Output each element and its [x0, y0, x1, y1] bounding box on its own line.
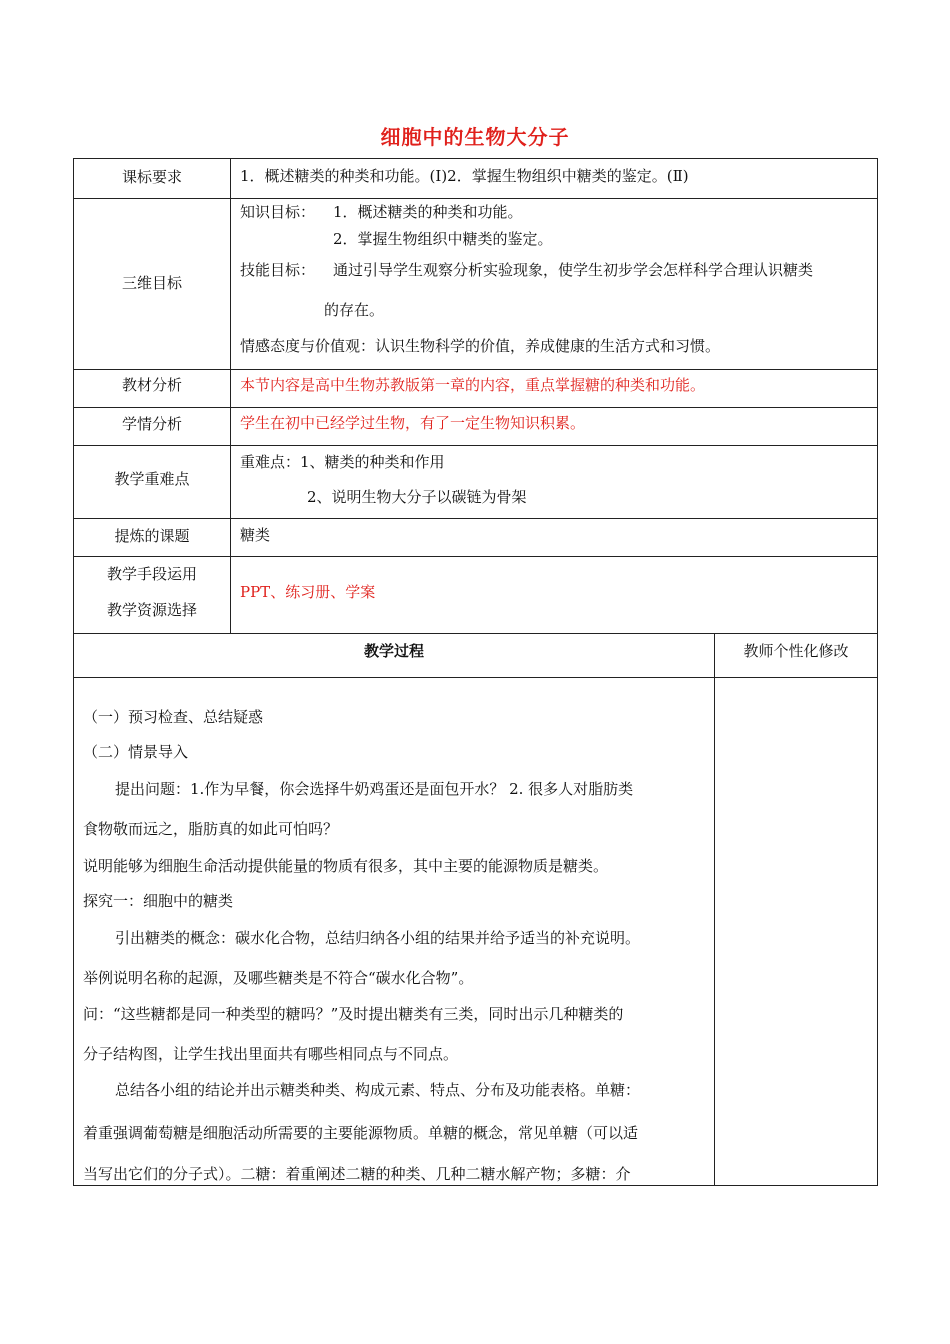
key-points-label: 教学重难点	[114, 470, 190, 488]
table-divider-label	[230, 158, 231, 634]
skill-line-2: 的存在。	[324, 301, 385, 319]
learners-text: 学生在初中已经学过生物，有了一定生物知识积累。	[240, 414, 586, 432]
row-divider	[73, 198, 878, 199]
means-text: PPT、练习册、学案	[240, 583, 376, 601]
process-side-header: 教师个性化修改	[743, 642, 849, 660]
standards-text: 1．概述糖类的种类和功能。(I)2．掌握生物组织中糖类的鉴定。(Ⅱ)	[240, 167, 689, 185]
row-divider	[73, 445, 878, 446]
key-points-line-2: 2、说明生物大分子以碳链为骨架	[307, 488, 527, 506]
table-border-left	[73, 158, 74, 1186]
skill-prefix: 技能目标：	[240, 261, 316, 279]
table-border-bottom	[73, 1185, 878, 1186]
objectives-label: 三维目标	[121, 274, 182, 292]
table-border-top	[73, 158, 878, 159]
topic-label: 提炼的课题	[114, 527, 190, 545]
means-label-2: 教学资源选择	[106, 601, 197, 619]
textbook-text: 本节内容是高中生物苏教版第一章的内容，重点掌握糖的种类和功能。	[240, 376, 706, 394]
knowledge-prefix: 知识目标：	[240, 203, 316, 221]
process-line: 举例说明名称的起源，及哪些糖类是不符合“碳水化合物”。	[83, 969, 474, 987]
process-line: 探究一：细胞中的糖类	[83, 892, 234, 910]
process-line: 提出问题：1.作为早餐，你会选择牛奶鸡蛋还是面包开水？ 2. 很多人对脂肪类	[115, 780, 634, 798]
means-label-1: 教学手段运用	[106, 565, 197, 583]
row-divider	[73, 407, 878, 408]
process-line: （一）预习检查、总结疑惑	[83, 708, 264, 726]
row-divider	[73, 518, 878, 519]
process-line: 分子结构图，让学生找出里面共有哪些相同点与不同点。	[83, 1045, 459, 1063]
process-line: （二）情景导入	[83, 743, 189, 761]
textbook-label: 教材分析	[121, 376, 182, 394]
standards-label: 课标要求	[121, 168, 182, 186]
process-header: 教学过程	[363, 642, 424, 660]
table-border-right	[877, 158, 878, 1186]
process-line: 总结各小组的结论并出示糖类种类、构成元素、特点、分布及功能表格。单糖：	[115, 1081, 641, 1099]
emotion-goal: 情感态度与价值观：认识生物科学的价值，养成健康的生活方式和习惯。	[240, 337, 721, 355]
row-divider	[73, 369, 878, 370]
process-line: 问：“这些糖都是同一种类型的糖吗？”及时提出糖类有三类，同时出示几种糖类的	[83, 1005, 624, 1023]
process-line: 说明能够为细胞生命活动提供能量的物质有很多，其中主要的能源物质是糖类。	[83, 857, 609, 875]
row-divider	[73, 556, 878, 557]
knowledge-item-2: 2．掌握生物组织中糖类的鉴定。	[333, 230, 553, 248]
learners-label: 学情分析	[121, 415, 182, 433]
knowledge-item-1: 1．概述糖类的种类和功能。	[333, 203, 523, 221]
page-title: 细胞中的生物大分子	[380, 125, 570, 149]
key-points-line-1: 重难点：1、糖类的种类和作用	[240, 453, 445, 471]
row-divider	[73, 677, 878, 678]
process-line: 当写出它们的分子式）。二糖：着重阐述二糖的种类、几种二糖水解产物；多糖：介	[83, 1165, 631, 1183]
process-line: 引出糖类的概念：碳水化合物，总结归纳各小组的结果并给予适当的补充说明。	[115, 929, 641, 947]
row-divider	[73, 633, 878, 634]
topic-text: 糖类	[240, 526, 271, 544]
skill-line-1: 通过引导学生观察分析实验现象，使学生初步学会怎样科学合理认识糖类	[333, 261, 814, 279]
table-divider-side	[714, 633, 715, 1186]
process-line: 食物敬而远之，脂肪真的如此可怕吗？	[83, 820, 339, 838]
process-line: 着重强调葡萄糖是细胞活动所需要的主要能源物质。单糖的概念，常见单糖（可以适	[83, 1124, 639, 1142]
